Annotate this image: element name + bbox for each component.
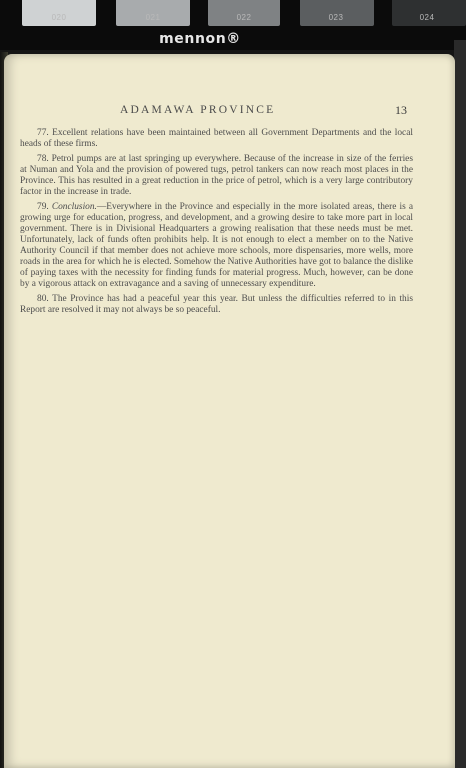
scanner-rail: [454, 40, 466, 768]
patch-label: 020: [51, 13, 67, 22]
body-text: [20, 128, 413, 320]
patch-label: 024: [419, 13, 435, 22]
paragraph-number: 79.: [37, 202, 49, 212]
brand-logo: mennon®: [159, 31, 241, 47]
paragraph-77: 77. Excellent relations have been maintained between all Government Departments and the local heads of these firms.: [20, 128, 413, 149]
page-number: 13: [395, 103, 407, 117]
paragraph-body: —Everywhere in the Province and especially in the more isolated areas, there is a growing urge for education, progress, and development, and a growing desire to take more part in local government. There is in Divisional Headquarters a growing realisation that these needs must be met. Unfortunately, lack of funds often prohibits help. It is not enough to elect a member on to the Native Authority Council if that member does not achieve more schools, more dispensaries, more wells, more roads in the area for which he is elected. Somehow the Native Authorities have got to balance the dislike of paying taxes with the necessity for finding funds for material progress. Much, however, can be done by a vigorous attack on extravagance and a saving of unnecessary expenditure.: [20, 202, 414, 289]
patch-label: 021: [145, 13, 161, 22]
section-heading: Conclusion.: [51, 202, 97, 212]
paragraph-79: [20, 202, 413, 290]
patch-label: 023: [328, 13, 344, 22]
color-checker-strip: [0, 0, 466, 50]
book-page: [4, 54, 455, 768]
running-head: ADAMAWA PROVINCE: [120, 104, 276, 116]
paragraph-80: 80. The Province has had a peaceful year this year. But unless the difficulties referred to in this Report are resolved it may not always be so peaceful.: [20, 294, 413, 315]
paragraph-78: 78. Petrol pumps are at last springing up everywhere. Because of the increase in size of the ferries at Numan and Yola and the provision of powered tugs, petrol tankers can now reach most places in the Province. This has resulted in a great reduction in the price of petrol, which is a very large contributory factor in the increase in trade.: [20, 154, 413, 197]
patch-label: 022: [236, 13, 252, 22]
